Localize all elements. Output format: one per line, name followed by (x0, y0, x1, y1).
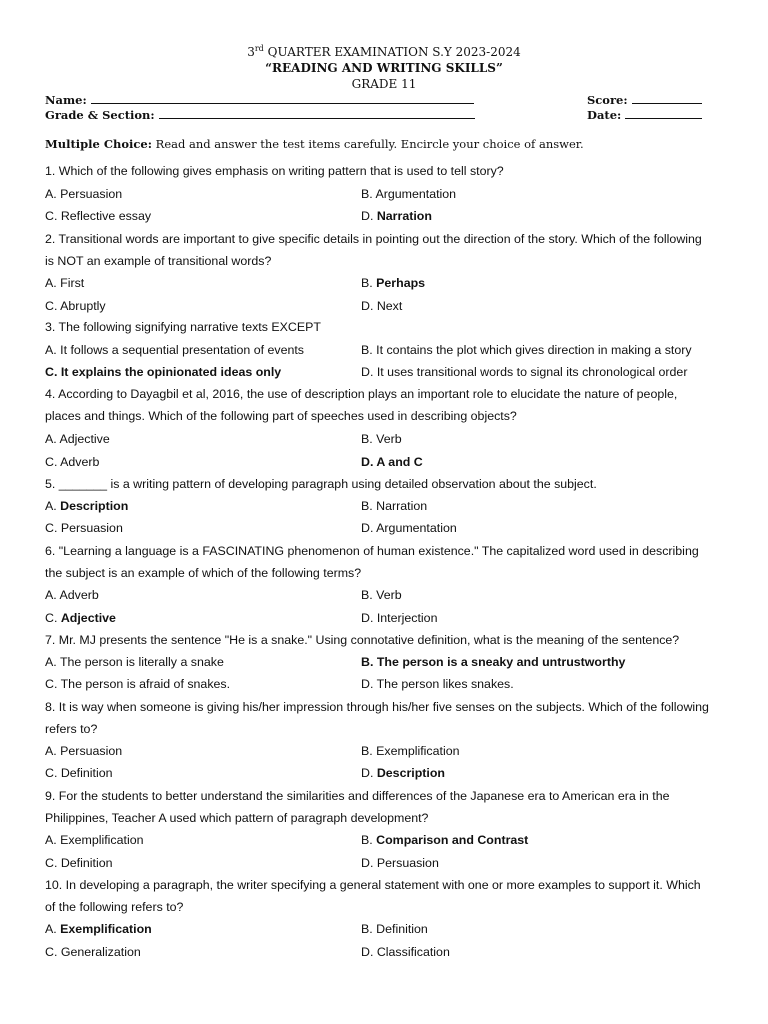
question-8-text-line-1: 8. It is way when someone is giving his/her impression through his/her five senses on the subjects. Which of the following (45, 700, 709, 714)
exam-title: 3rd QUARTER EXAMINATION S.Y 2023-2024 (247, 44, 521, 59)
option-7a[interactable]: A. The person is literally a snake (45, 655, 224, 669)
question-1-text: 1. Which of the following gives emphasis on writing pattern that is used to tell story? (45, 164, 504, 178)
option-8a[interactable]: A. Persuasion (45, 744, 123, 758)
instructions (45, 137, 584, 151)
option-6a[interactable]: A. Adverb (45, 588, 99, 602)
option-9c[interactable]: C. Definition (45, 856, 113, 870)
option-7c[interactable]: C. The person is afraid of snakes. (45, 677, 231, 691)
option-10a[interactable]: A. Exemplification (45, 922, 152, 936)
grade-section-field (45, 107, 475, 122)
option-2c[interactable]: C. Abruptly (45, 299, 106, 313)
option-2b[interactable]: B. Perhaps (361, 276, 426, 290)
question-8-text-line-2: refers to? (45, 722, 98, 736)
subject-title: “READING AND WRITING SKILLS” (265, 61, 503, 75)
option-7d[interactable]: D. The person likes snakes. (361, 677, 514, 691)
option-1a[interactable]: A. Persuasion (45, 187, 123, 201)
option-4b[interactable]: B. Verb (361, 432, 402, 446)
question-9-text-line-2: Philippines, Teacher A used which pattern of paragraph development? (45, 811, 429, 825)
option-5d[interactable]: D. Argumentation (361, 521, 457, 535)
option-3a[interactable]: A. It follows a sequential presentation of events (45, 343, 304, 357)
date-blank[interactable] (625, 107, 702, 119)
grade-section-label: Grade & Section: (45, 108, 155, 122)
question-3-text: 3. The following signifying narrative texts EXCEPT (45, 320, 321, 334)
option-9d[interactable]: D. Persuasion (361, 856, 439, 870)
option-5a[interactable]: A. Description (45, 499, 129, 513)
option-3b[interactable]: B. It contains the plot which gives direction in making a story (361, 343, 692, 357)
question-4-text-line-1: 4. According to Dayagbil et al, 2016, the use of description plays an important role to elucidate the nature of people, (45, 387, 678, 401)
grade-level: GRADE 11 (351, 77, 417, 91)
question-6-text-line-2: the subject is an example of which of the following terms? (45, 566, 362, 580)
option-1d[interactable]: D. Narration (361, 209, 432, 223)
option-8b[interactable]: B. Exemplification (361, 744, 460, 758)
question-4-text-line-2: places and things. Which of the following part of speeches used in describing objects? (45, 409, 517, 423)
option-7b[interactable]: B. The person is a sneaky and untrustworthy (361, 655, 626, 669)
name-field (45, 92, 474, 107)
name-blank[interactable] (91, 92, 474, 104)
option-10c[interactable]: C. Generalization (45, 945, 141, 959)
option-9b[interactable]: B. Comparison and Contrast (361, 833, 529, 847)
score-label: Score: (587, 93, 628, 107)
question-9-text-line-1: 9. For the students to better understand the similarities and differences of the Japanese era to American era in the (45, 789, 670, 803)
option-4a[interactable]: A. Adjective (45, 432, 110, 446)
option-4c[interactable]: C. Adverb (45, 455, 100, 469)
date-field (587, 107, 702, 122)
option-6b[interactable]: B. Verb (361, 588, 402, 602)
question-2-text-line-2: is NOT an example of transitional words? (45, 254, 272, 268)
option-6c[interactable]: C. Adjective (45, 611, 116, 625)
option-3c[interactable]: C. It explains the opinionated ideas only (45, 365, 282, 379)
option-10d[interactable]: D. Classification (361, 945, 450, 959)
question-10-text-line-1: 10. In developing a paragraph, the writer specifying a general statement with one or more examples to support it. Which (45, 878, 701, 892)
option-5c[interactable]: C. Persuasion (45, 521, 123, 535)
option-1b[interactable]: B. Argumentation (361, 187, 457, 201)
option-6d[interactable]: D. Interjection (361, 611, 438, 625)
option-4d[interactable]: D. A and C (361, 455, 423, 469)
option-3d[interactable]: D. It uses transitional words to signal its chronological order (361, 365, 688, 379)
instructions-label: Multiple Choice: (45, 137, 152, 151)
option-10b[interactable]: B. Definition (361, 922, 428, 936)
score-blank[interactable] (632, 92, 702, 104)
question-10-text-line-2: of the following refers to? (45, 900, 184, 914)
score-field (587, 92, 702, 107)
date-label: Date: (587, 108, 622, 122)
option-8d[interactable]: D. Description (361, 766, 446, 780)
option-2d[interactable]: D. Next (361, 299, 403, 313)
option-8c[interactable]: C. Definition (45, 766, 113, 780)
instructions-text: Read and answer the test items carefully. Encircle your choice of answer. (152, 137, 584, 151)
option-9a[interactable]: A. Exemplification (45, 833, 144, 847)
option-2a[interactable]: A. First (45, 276, 85, 290)
question-2-text-line-1: 2. Transitional words are important to give specific details in pointing out the direction of the story. Which of the following (45, 232, 702, 246)
question-7-text: 7. Mr. MJ presents the sentence "He is a snake." Using connotative definition, what is the meaning of the sentence? (45, 633, 680, 647)
question-5-text: 5. _______ is a writing pattern of developing paragraph using detailed observation about the subject. (45, 477, 597, 491)
question-6-text-line-1: 6. "Learning a language is a FASCINATING phenomenon of human existence." The capitalized word used in describing (45, 544, 699, 558)
option-5b[interactable]: B. Narration (361, 499, 428, 513)
grade-section-blank[interactable] (159, 107, 475, 119)
option-1c[interactable]: C. Reflective essay (45, 209, 152, 223)
name-label: Name: (45, 93, 87, 107)
